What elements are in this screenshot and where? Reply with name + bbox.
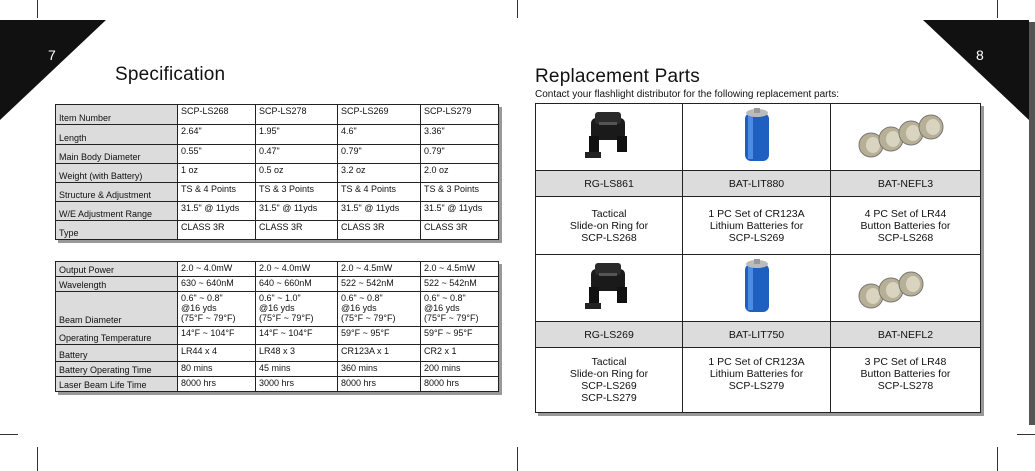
spec-value: 80 mins — [178, 362, 256, 377]
spec-label: Battery Operating Time — [56, 362, 178, 377]
spec-value: CLASS 3R — [338, 221, 421, 240]
spec-label: Length — [56, 125, 178, 145]
spec-value: 8000 hrs — [178, 377, 256, 392]
spec-value: 0.5 oz — [256, 164, 338, 183]
spec-table-optical — [55, 261, 499, 392]
slide-on-ring-icon — [579, 155, 639, 167]
spec-value: 2.0 ~ 4.0mW — [256, 262, 338, 277]
spec-value: 1 oz — [178, 164, 256, 183]
crop-mark — [1017, 434, 1035, 435]
slide-on-ring-icon — [579, 306, 639, 318]
spec-label: Beam Diameter — [56, 292, 178, 327]
part-description: Tactical Slide-on Ring for SCP-LS269 SCP-LS279 — [536, 348, 683, 413]
spec-table-physical — [55, 104, 499, 240]
spec-value: 0.6" ~ 0.8" @16 yds (75°F ~ 79°F) — [178, 292, 256, 327]
replacement-parts-grid — [535, 103, 981, 413]
spec-value: SCP-LS278 — [256, 105, 338, 125]
spec-value: 2.0 ~ 4.0mW — [178, 262, 256, 277]
crop-mark — [997, 0, 998, 18]
spec-value: 522 ~ 542nM — [338, 277, 421, 292]
spec-row — [56, 125, 499, 145]
page-subtitle: Contact your flashlight distributor for the following replacement parts: — [535, 89, 840, 100]
page-number-left: 7 — [48, 47, 56, 63]
spec-row — [56, 327, 499, 345]
spec-row — [56, 362, 499, 377]
page-title-specification: Specification — [115, 64, 226, 85]
spec-row — [56, 164, 499, 183]
spec-row — [56, 183, 499, 202]
spec-value: 3000 hrs — [256, 377, 338, 392]
button-batteries-4-icon — [851, 152, 961, 164]
spec-row — [56, 377, 499, 392]
part-description: 1 PC Set of CR123A Lithium Batteries for SCP-LS279 — [683, 348, 831, 413]
spec-value: SCP-LS279 — [421, 105, 499, 125]
spec-value: 640 ~ 660nM — [256, 277, 338, 292]
spec-label: Output Power — [56, 262, 178, 277]
spec-value: CR2 x 1 — [421, 345, 499, 362]
spec-value: 8000 hrs — [338, 377, 421, 392]
spec-value: 31.5" @ 11yds — [421, 202, 499, 221]
spec-value: 2.0 ~ 4.5mW — [338, 262, 421, 277]
part-image-cell — [536, 255, 683, 322]
part-image-cell — [683, 104, 831, 171]
spec-row — [56, 292, 499, 327]
spec-value: TS & 4 Points — [178, 183, 256, 202]
spec-value: 522 ~ 542nM — [421, 277, 499, 292]
crop-mark — [37, 447, 38, 471]
spec-value: 0.47" — [256, 145, 338, 164]
spec-label: Main Body Diameter — [56, 145, 178, 164]
spec-value: TS & 4 Points — [338, 183, 421, 202]
spec-value: 31.5" @ 11yds — [178, 202, 256, 221]
part-description: 1 PC Set of CR123A Lithium Batteries for SCP-LS269 — [683, 197, 831, 255]
spec-value: 4.6" — [338, 125, 421, 145]
part-number: RG-LS269 — [536, 322, 683, 348]
spec-row — [56, 105, 499, 125]
spec-value: 0.55" — [178, 145, 256, 164]
spec-value: 3.36" — [421, 125, 499, 145]
crop-mark — [37, 0, 38, 18]
part-image-cell — [536, 104, 683, 171]
part-number: BAT-LIT750 — [683, 322, 831, 348]
spec-label: Laser Beam Life Time — [56, 377, 178, 392]
spec-value: 1.95" — [256, 125, 338, 145]
spec-value: 2.0 ~ 4.5mW — [421, 262, 499, 277]
spec-value: SCP-LS268 — [178, 105, 256, 125]
crop-mark — [997, 447, 998, 471]
spec-label: Operating Temperature — [56, 327, 178, 345]
spec-value: 45 mins — [256, 362, 338, 377]
part-image-cell — [683, 255, 831, 322]
spec-row — [56, 262, 499, 277]
crop-mark — [517, 0, 518, 18]
spec-label: Battery — [56, 345, 178, 362]
page-edge-bar — [1029, 22, 1035, 425]
spec-value: 0.79" — [421, 145, 499, 164]
spec-row — [56, 277, 499, 292]
part-image-cell — [831, 255, 981, 322]
spec-value: 31.5" @ 11yds — [338, 202, 421, 221]
page-number-right: 8 — [976, 47, 984, 63]
spec-label: Weight (with Battery) — [56, 164, 178, 183]
spec-row — [56, 221, 499, 240]
part-number: BAT-NEFL2 — [831, 322, 981, 348]
crop-mark — [0, 434, 18, 435]
spec-value: LR44 x 4 — [178, 345, 256, 362]
spec-value: 14°F ~ 104°F — [178, 327, 256, 345]
spec-value: 8000 hrs — [421, 377, 499, 392]
spec-value: 630 ~ 640nM — [178, 277, 256, 292]
spec-value: 2.64" — [178, 125, 256, 145]
crop-mark — [517, 447, 518, 471]
spec-label: Structure & Adjustment — [56, 183, 178, 202]
part-description: 4 PC Set of LR44 Button Batteries for SCP-LS268 — [831, 197, 981, 255]
spec-value: 0.79" — [338, 145, 421, 164]
spec-value: CLASS 3R — [256, 221, 338, 240]
battery-cr123a-icon — [742, 156, 772, 168]
spec-value: 59°F ~ 95°F — [421, 327, 499, 345]
spec-row — [56, 345, 499, 362]
part-number: BAT-LIT880 — [683, 171, 831, 197]
spec-value: 3.2 oz — [338, 164, 421, 183]
spec-value: 59°F ~ 95°F — [338, 327, 421, 345]
spec-label: Type — [56, 221, 178, 240]
button-batteries-3-icon — [851, 303, 961, 315]
spec-row — [56, 145, 499, 164]
battery-cr123a-icon — [742, 307, 772, 319]
spec-value: 2.0 oz — [421, 164, 499, 183]
spec-value: TS & 3 Points — [421, 183, 499, 202]
spec-value: SCP-LS269 — [338, 105, 421, 125]
part-description: 3 PC Set of LR48 Button Batteries for SCP-LS278 — [831, 348, 981, 413]
spec-value: CLASS 3R — [421, 221, 499, 240]
spec-value: LR48 x 3 — [256, 345, 338, 362]
spec-value: TS & 3 Points — [256, 183, 338, 202]
spec-value: 0.6" ~ 0.8" @16 yds (75°F ~ 79°F) — [421, 292, 499, 327]
spec-value: 200 mins — [421, 362, 499, 377]
spec-value: 14°F ~ 104°F — [256, 327, 338, 345]
spec-value: 31.5" @ 11yds — [256, 202, 338, 221]
part-description: Tactical Slide-on Ring for SCP-LS268 — [536, 197, 683, 255]
spec-value: 0.6" ~ 1.0" @16 yds (75°F ~ 79°F) — [256, 292, 338, 327]
spec-value: 360 mins — [338, 362, 421, 377]
spec-label: Item Number — [56, 105, 178, 125]
page-title-replacement-parts: Replacement Parts — [535, 66, 700, 87]
spec-label: Wavelength — [56, 277, 178, 292]
part-number: RG-LS861 — [536, 171, 683, 197]
spec-value: CR123A x 1 — [338, 345, 421, 362]
part-image-cell — [831, 104, 981, 171]
spec-value: CLASS 3R — [178, 221, 256, 240]
spec-value: 0.6" ~ 0.8" @16 yds (75°F ~ 79°F) — [338, 292, 421, 327]
spec-row — [56, 202, 499, 221]
spec-label: W/E Adjustment Range — [56, 202, 178, 221]
part-number: BAT-NEFL3 — [831, 171, 981, 197]
